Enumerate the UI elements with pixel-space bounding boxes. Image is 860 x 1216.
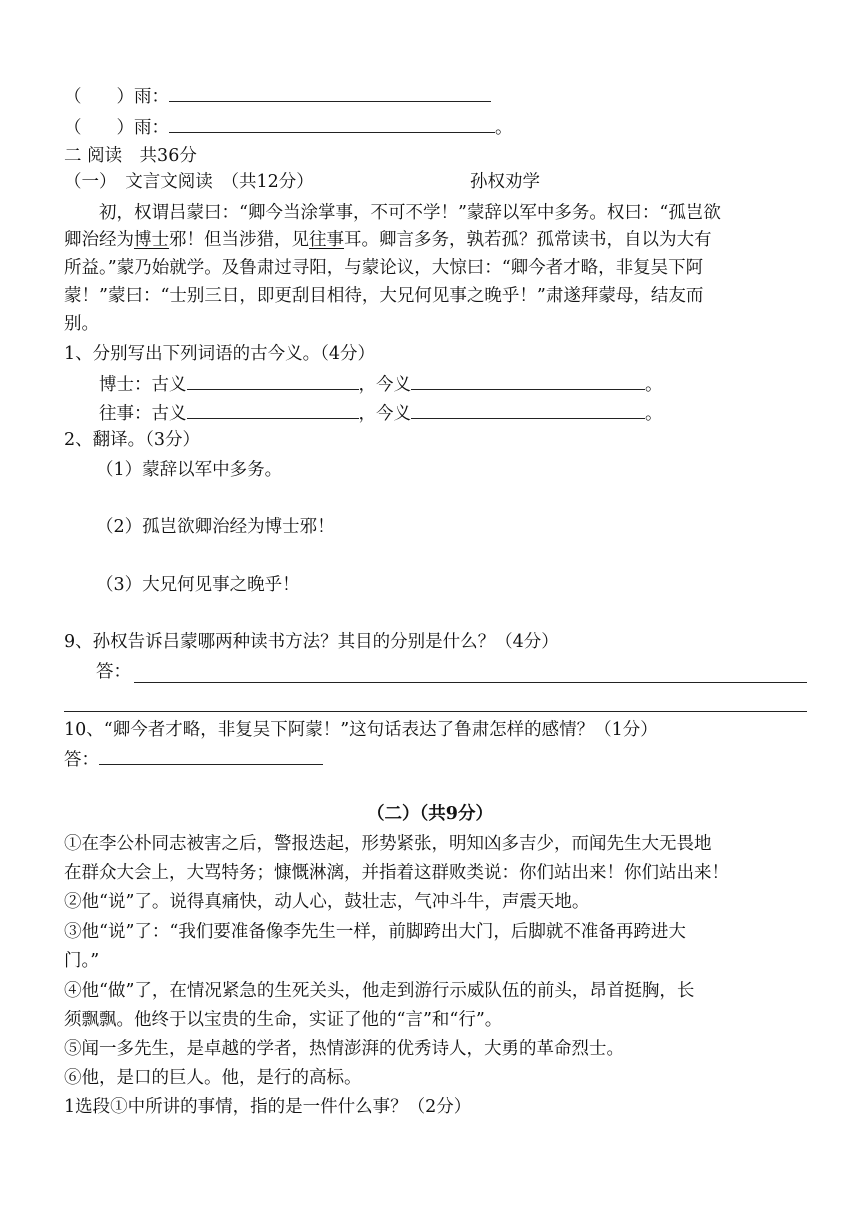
passage-line: 初，权谓吕蒙曰：“卿今当涂掌事，不可不学！”蒙辞以军中多务。权曰：“孤岂欲 — [64, 203, 721, 223]
subsection-2-heading: （二）（共9分） — [367, 804, 493, 824]
passage-line: ③他“说”了：“我们要准备像李先生一样，前脚跨出大门，后脚就不准备再跨进大 — [64, 922, 686, 942]
passage-line: ①在李公朴同志被害之后，警报迭起，形势紧张，明知凶多吉少，而闻先生大无畏地 — [64, 834, 712, 854]
answer-blank[interactable] — [99, 750, 323, 765]
answer-line[interactable] — [64, 711, 807, 712]
question-last-stem: 1选段①中所讲的事情，指的是一件什么事？（2分） — [64, 1097, 472, 1117]
passage-line: 蒙！”蒙曰：“士别三日，即更刮目相待，大兄何见事之晚乎！”肃遂拜蒙母，结友而 — [64, 286, 704, 306]
question-1-row-2: 往事：古义 ，今义 。 — [64, 404, 663, 424]
answer-blank[interactable] — [411, 404, 645, 419]
section-heading: 二 阅读 共36分 — [64, 146, 197, 166]
answer-label: 答： — [64, 750, 99, 770]
answer-blank[interactable] — [187, 404, 359, 419]
answer-line[interactable] — [134, 682, 807, 683]
passage-line: 别。 — [64, 314, 99, 334]
passage-line: 须飘飘。他终于以宝贵的生命，实证了他的“言”和“行”。 — [64, 1010, 503, 1030]
passage-title: 孙权劝学 — [470, 172, 540, 192]
question-9-stem: 9、孙权告诉吕蒙哪两种读书方法？其目的分别是什么？（4分） — [64, 632, 559, 652]
fill-in-line-2: （ ）雨： 。 — [64, 118, 513, 138]
fill-in-prefix: （ ）雨： — [64, 87, 169, 107]
question-1-row-1: 博士：古义 ，今义 。 — [64, 375, 663, 395]
underlined-word: 往事 — [309, 230, 344, 250]
passage-line: 在群众大会上，大骂特务；慷慨淋漓，并指着这群败类说：你们站出来！你们站出来！ — [64, 863, 729, 883]
answer-blank[interactable] — [169, 87, 491, 102]
subsection-heading: （一） 文言文阅读 （共12分） — [64, 172, 314, 192]
passage-line: ⑥他，是口的巨人。他，是行的高标。 — [64, 1068, 362, 1088]
passage-line: 门。” — [64, 951, 100, 971]
translate-sentence-2: （2）孤岂欲卿治经为博士邪！ — [96, 517, 335, 537]
question-10-stem: 10、“卿今者才略，非复吴下阿蒙！”这句话表达了鲁肃怎样的感情？（1分） — [64, 720, 658, 740]
translate-sentence-1: （1）蒙辞以军中多务。 — [96, 460, 283, 480]
passage-line: ②他“说”了。说得真痛快，动人心，鼓壮志，气冲斗牛，声震天地。 — [64, 892, 590, 912]
fill-in-line-1 — [64, 87, 491, 107]
question-1-stem: 1、分别写出下列词语的古今义。（4分） — [64, 344, 376, 364]
answer-blank[interactable] — [187, 375, 359, 390]
answer-blank[interactable] — [169, 118, 495, 133]
passage-line: 所益。”蒙乃始就学。及鲁肃过寻阳，与蒙论议，大惊曰：“卿今者才略，非复吴下阿 — [64, 258, 704, 278]
fill-in-prefix: （ ）雨： — [64, 118, 169, 138]
question-9-answer-label: 答： — [96, 662, 131, 682]
answer-blank[interactable] — [411, 375, 645, 390]
question-2-stem: 2、翻译。（3分） — [64, 430, 201, 450]
question-10-answer — [64, 750, 323, 770]
passage-line: 卿治经为博士邪！但当涉猎，见往事耳。卿言多务，孰若孤？孤常读书，自以为大有 — [64, 230, 712, 250]
passage-line: ⑤闻一多先生，是卓越的学者，热情澎湃的优秀诗人，大勇的革命烈士。 — [64, 1039, 624, 1059]
passage-line: ④他“做”了，在情况紧急的生死关头，他走到游行示威队伍的前头，昂首挺胸，长 — [64, 981, 695, 1001]
translate-sentence-3: （3）大兄何见事之晚乎！ — [96, 575, 300, 595]
underlined-word: 博士 — [134, 230, 169, 250]
